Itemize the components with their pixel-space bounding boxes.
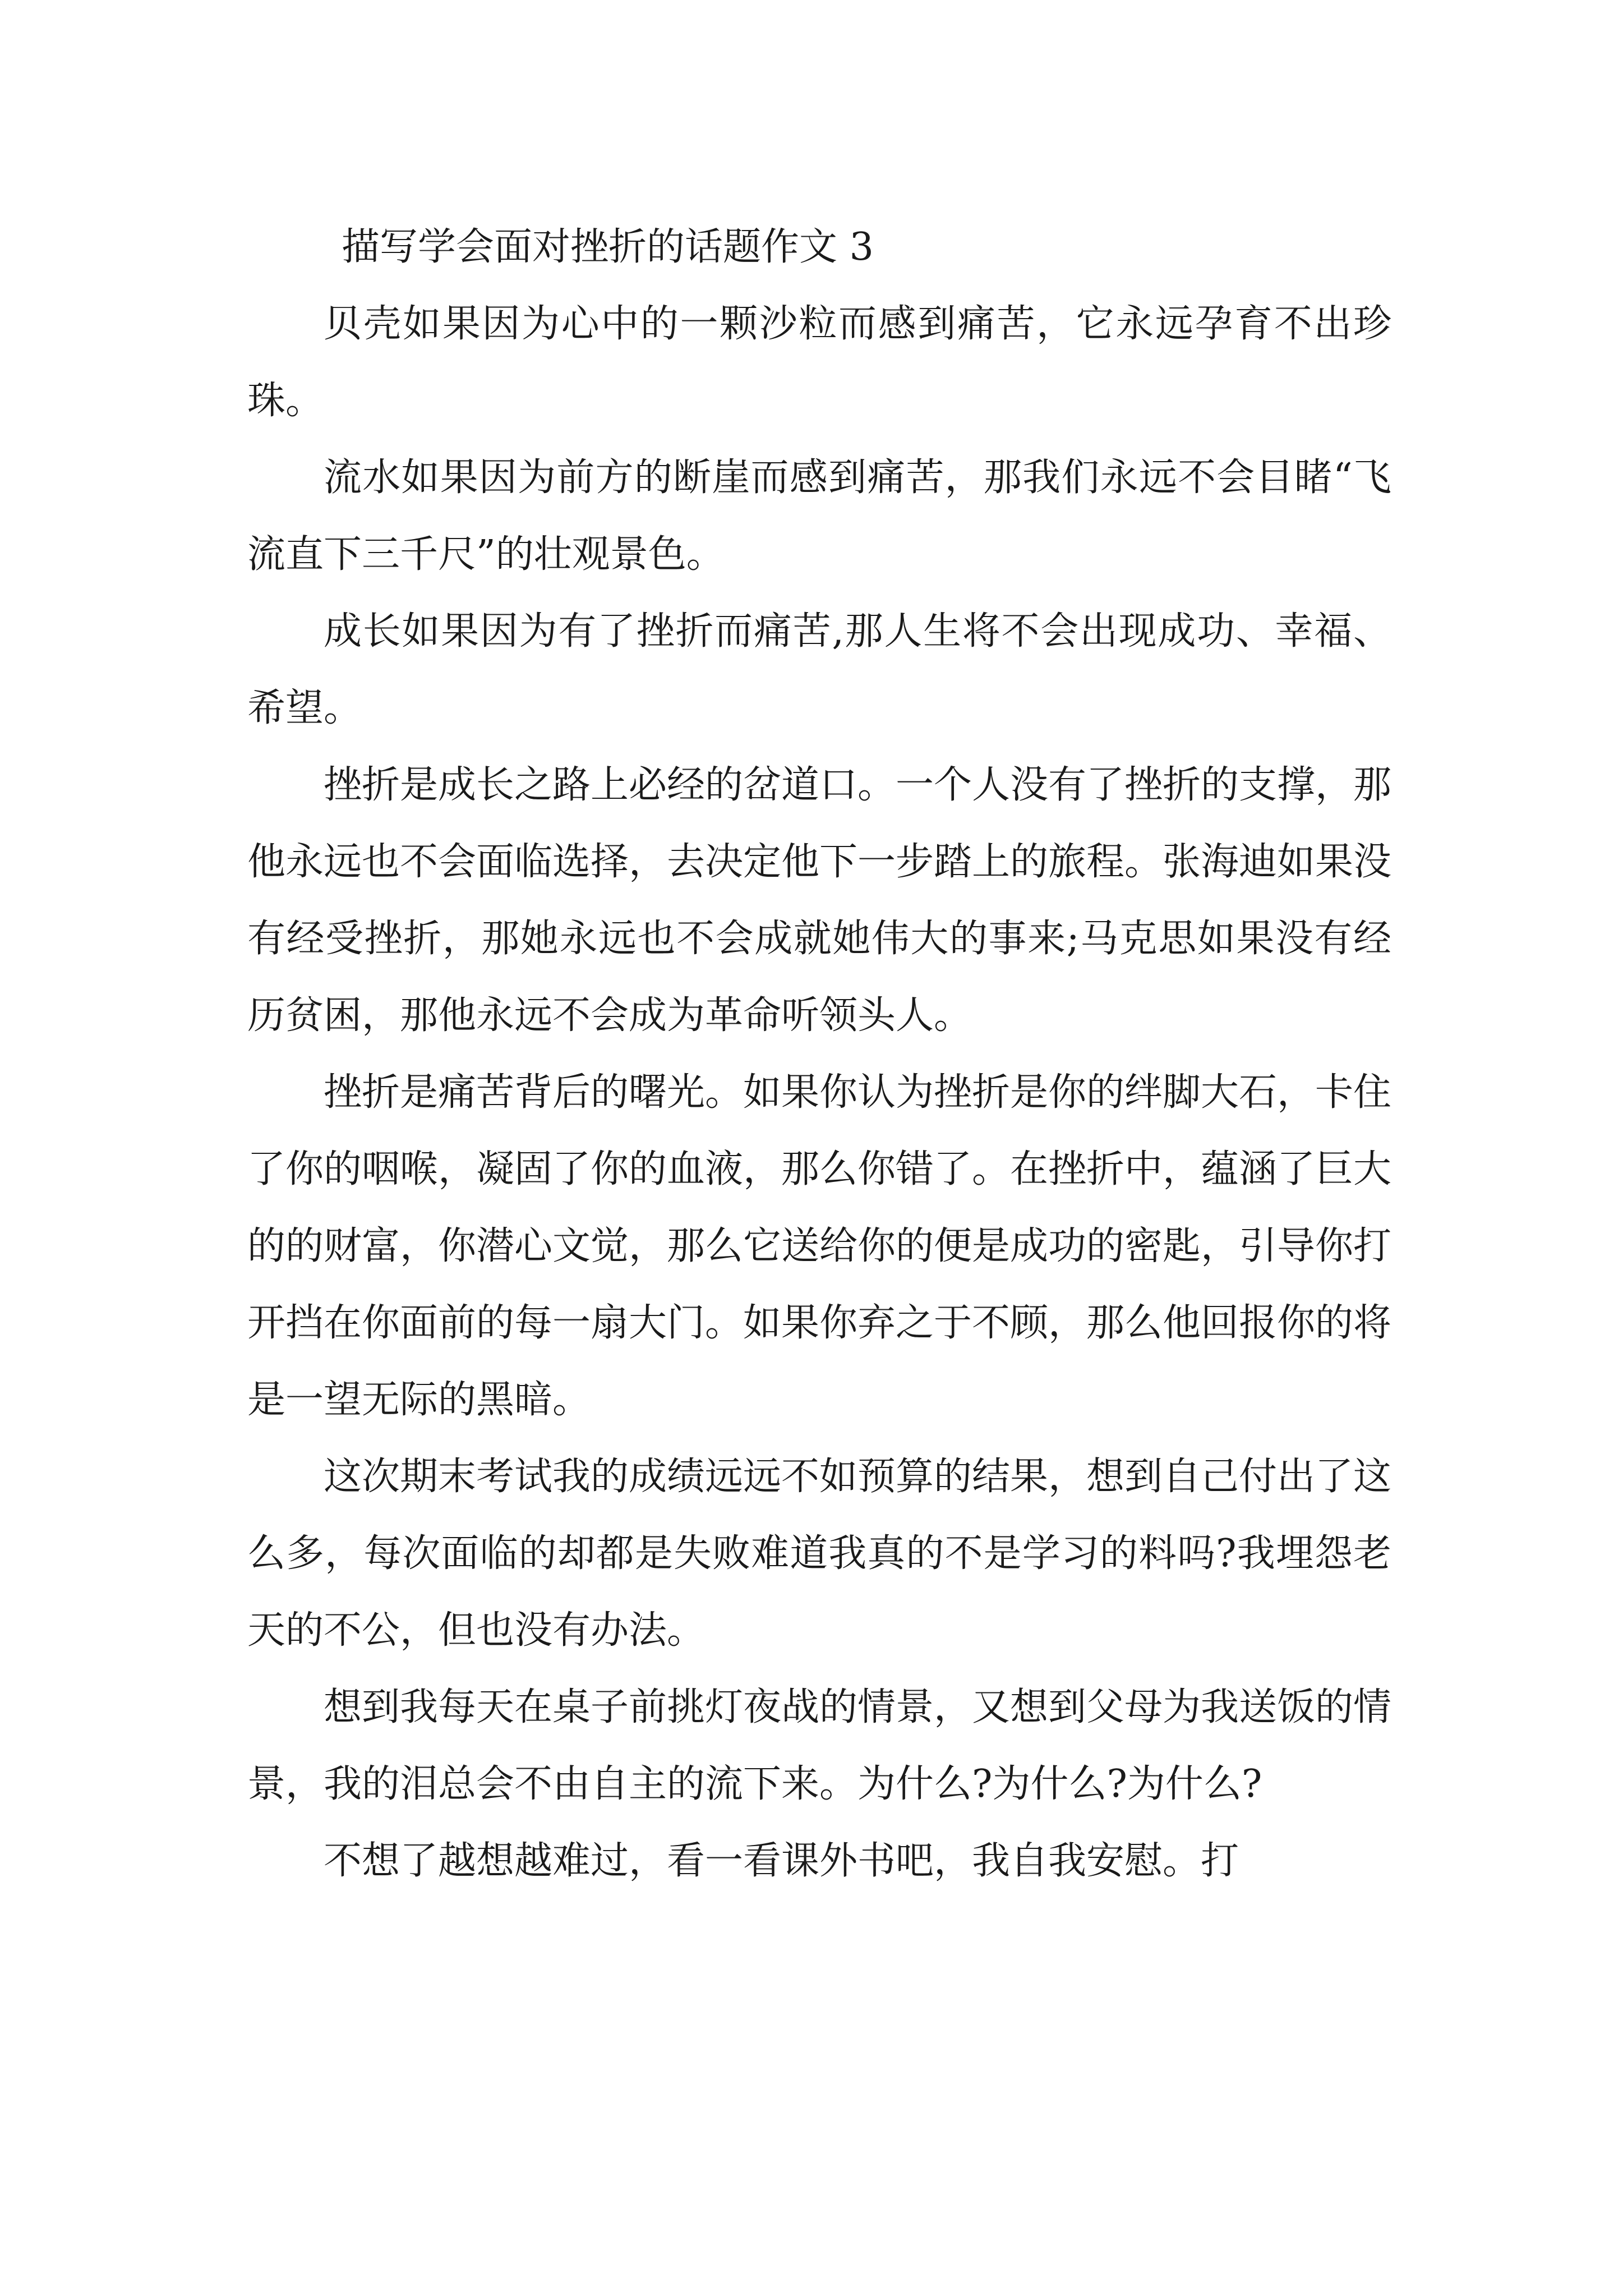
document-title: 描写学会面对挫折的话题作文 3 — [342, 225, 874, 269]
paragraph: 成长如果因为有了挫折而痛苦,那人生将不会出现成功、幸福、希望。 — [247, 609, 1391, 730]
paragraph: 挫折是痛苦背后的曙光。如果你认为挫折是你的绊脚大石，卡住了你的咽喉，凝固了你的血液，那么你错了。在挫折中，蕴涵了巨大的的财富，你潜心文觉，那么它送给你的便是成功的密匙，引导你打开挡在你面前的每一扇大门。如果你弃之于不顾，那么他回报你的将是一望无际的黑暗。 — [247, 1070, 1392, 1422]
paragraph: 贝壳如果因为心中的一颗沙粒而感到痛苦，它永远孕育不出珍珠。 — [247, 302, 1391, 423]
paragraph: 不想了越想越难过，看一看课外书吧，我自我安慰。打 — [324, 1839, 1239, 1883]
paragraph: 想到我每天在桌子前挑灯夜战的情景，又想到父母为我送饭的情景，我的泪总会不由自主的流下来。为什么?为什么?为什么? — [247, 1685, 1392, 1806]
document-body — [247, 209, 1391, 1899]
paragraph: 流水如果因为前方的断崖而感到痛苦，那我们永远不会目睹“飞流直下三千尺”的壮观景色。 — [247, 455, 1391, 577]
paragraph: 挫折是成长之路上必经的岔道口。一个人没有了挫折的支撑，那他永远也不会面临选择，去决定他下一步踏上的旅程。张海迪如果没有经受挫折，那她永远也不会成就她伟大的事来;马克思如果没有经历贫困，那他永远不会成为革命听领头人。 — [247, 763, 1392, 1038]
paragraph: 这次期末考试我的成绩远远不如预算的结果，想到自己付出了这么多，每次面临的却都是失败难道我真的不是学习的料吗?我埋怨老天的不公，但也没有办法。 — [247, 1455, 1392, 1653]
